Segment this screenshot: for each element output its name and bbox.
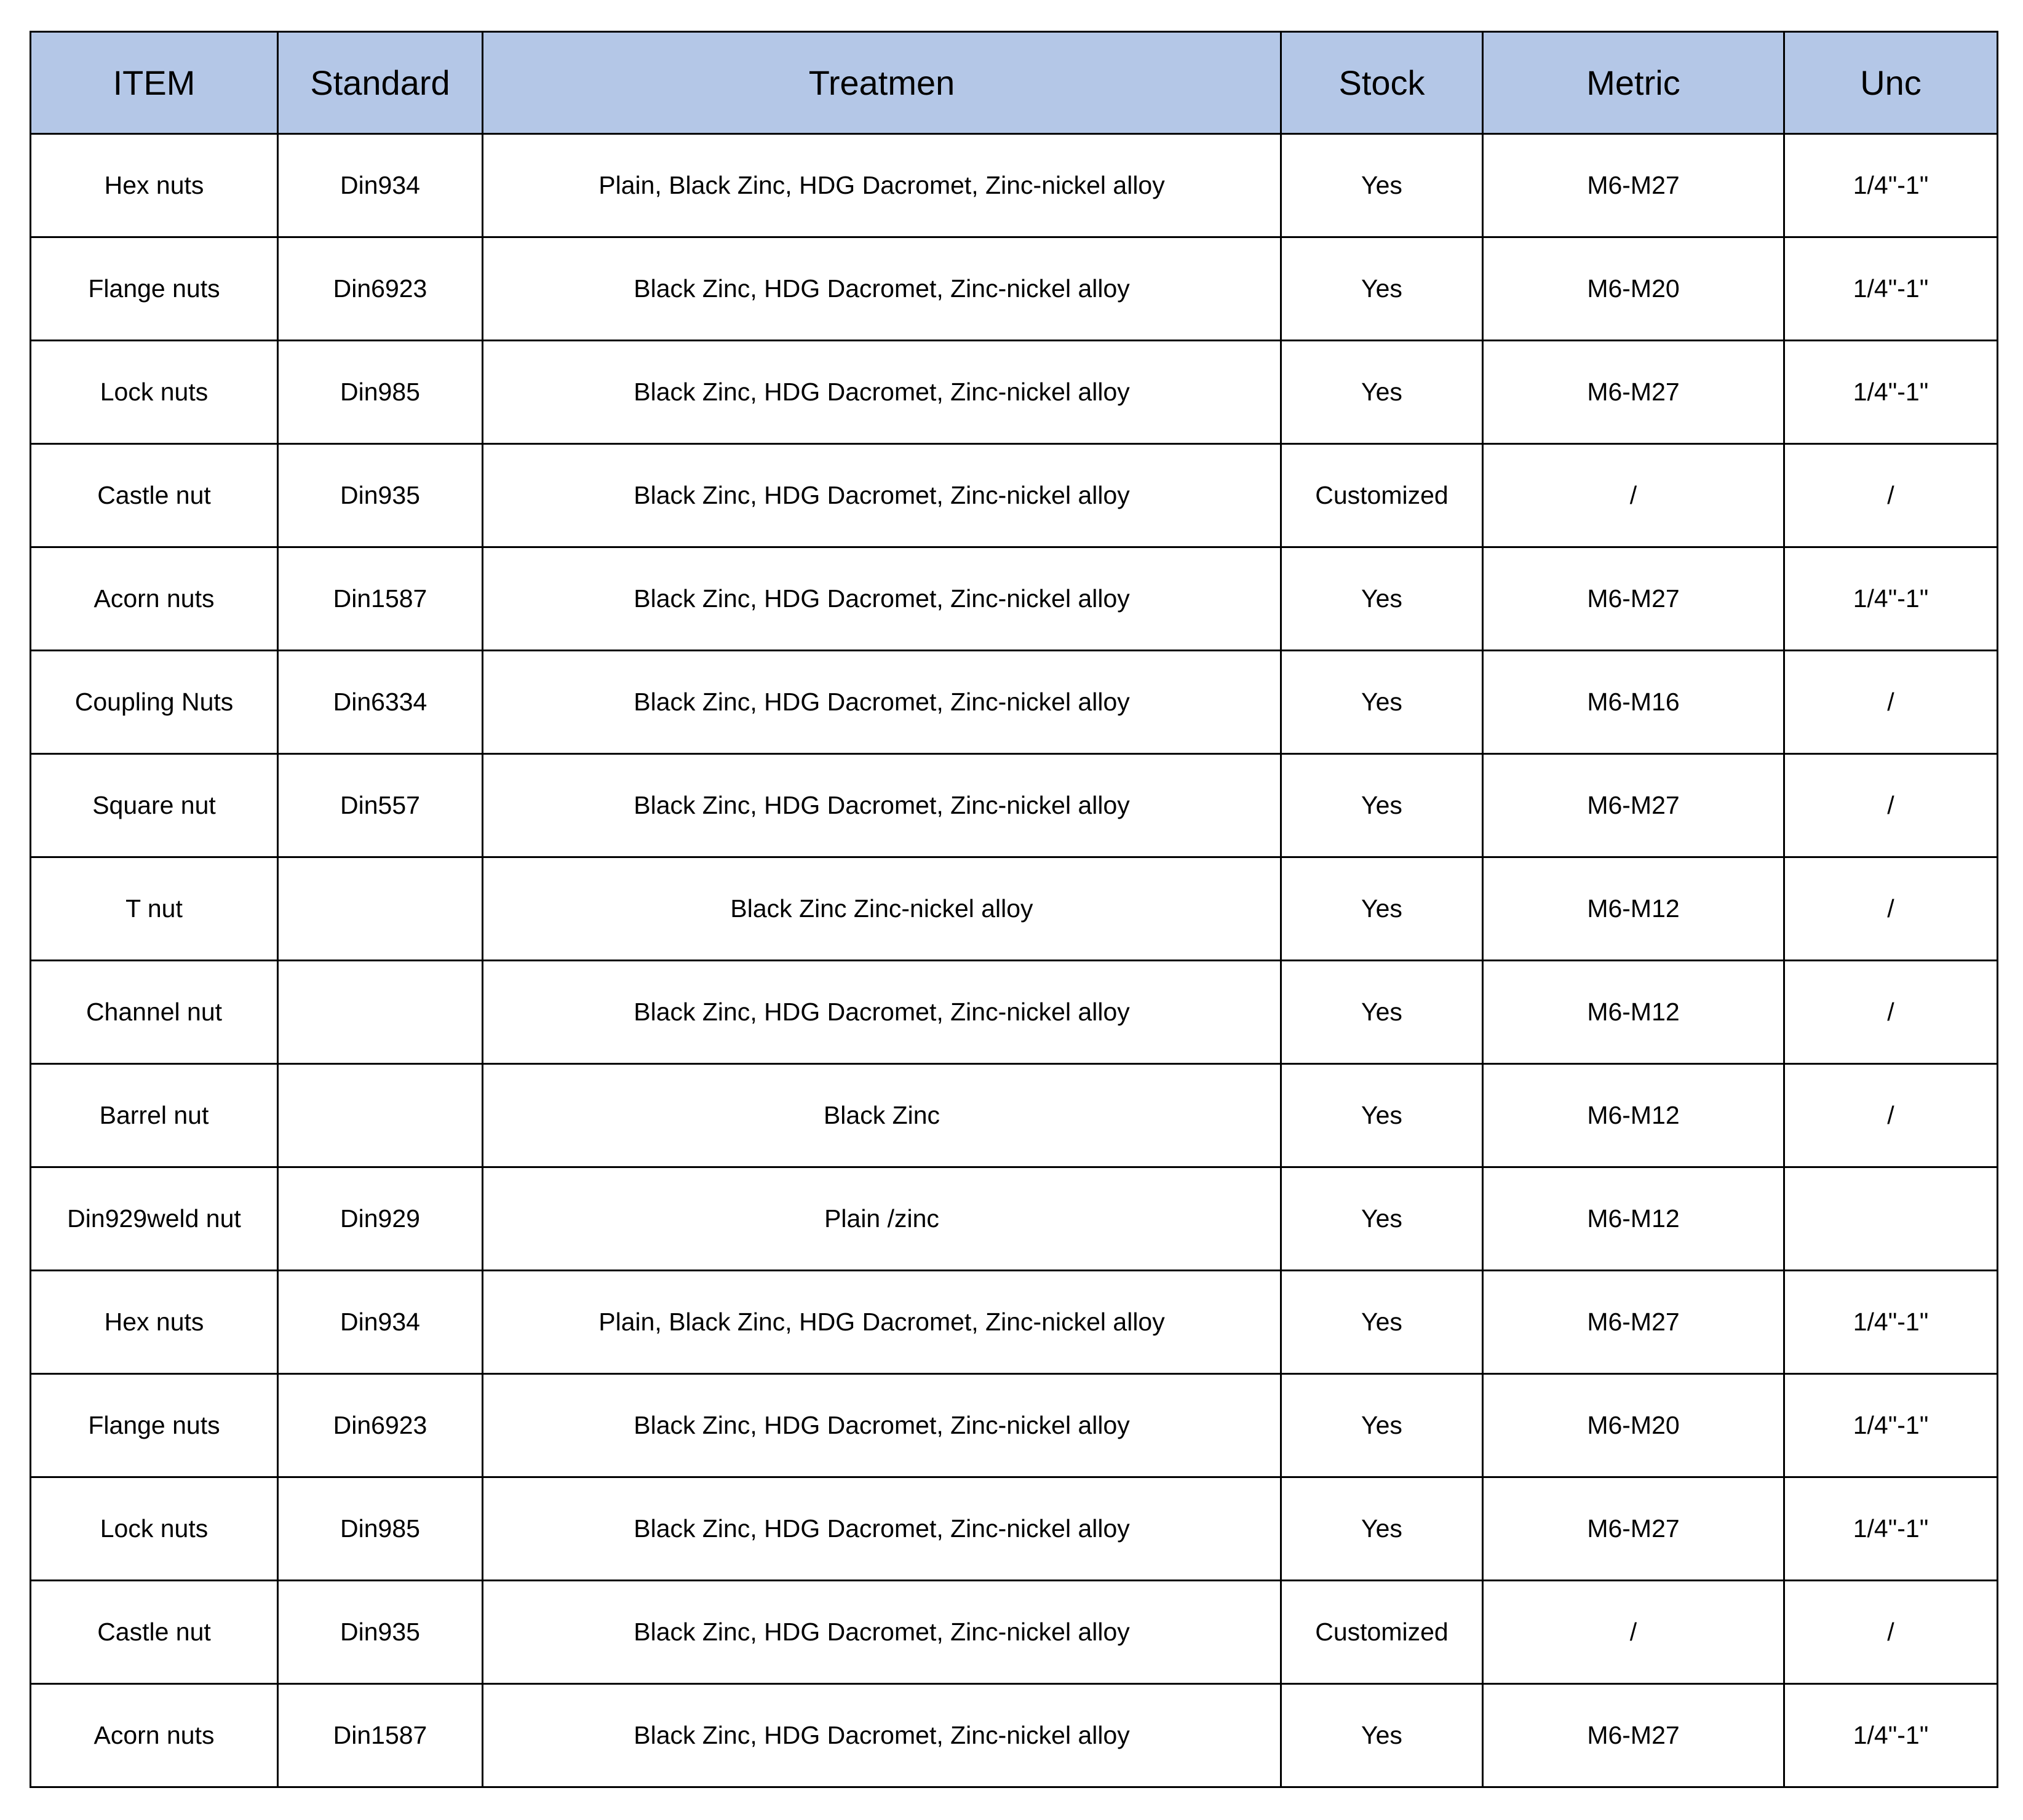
cell-treatment: Plain, Black Zinc, HDG Dacromet, Zinc-nickel alloy (483, 1271, 1281, 1374)
cell-stock: Yes (1281, 237, 1483, 341)
column-header-metric: Metric (1483, 32, 1784, 134)
cell-metric: M6-M12 (1483, 1167, 1784, 1271)
cell-stock: Yes (1281, 1271, 1483, 1374)
cell-stock: Yes (1281, 1167, 1483, 1271)
cell-standard (278, 961, 483, 1064)
cell-item: Coupling Nuts (31, 651, 278, 754)
cell-item: Hex nuts (31, 134, 278, 237)
table-row (31, 961, 1998, 1064)
cell-unc: 1/4"-1" (1784, 237, 1998, 341)
cell-unc: 1/4"-1" (1784, 1684, 1998, 1787)
cell-metric: M6-M12 (1483, 857, 1784, 961)
cell-item: Castle nut (31, 1581, 278, 1684)
cell-stock: Yes (1281, 857, 1483, 961)
column-header-standard: Standard (278, 32, 483, 134)
cell-treatment: Black Zinc, HDG Dacromet, Zinc-nickel alloy (483, 341, 1281, 444)
column-header-stock: Stock (1281, 32, 1483, 134)
cell-standard: Din557 (278, 754, 483, 857)
cell-item: Lock nuts (31, 341, 278, 444)
column-header-treatment: Treatmen (483, 32, 1281, 134)
cell-metric: / (1483, 1581, 1784, 1684)
table-row (31, 341, 1998, 444)
cell-item: Square nut (31, 754, 278, 857)
cell-treatment: Black Zinc (483, 1064, 1281, 1167)
nuts-spec-table (30, 31, 1998, 1788)
table-body (31, 134, 1998, 1787)
cell-item: Din929weld nut (31, 1167, 278, 1271)
cell-unc: / (1784, 1064, 1998, 1167)
cell-metric: M6-M27 (1483, 1684, 1784, 1787)
cell-item: Acorn nuts (31, 1684, 278, 1787)
cell-metric: M6-M27 (1483, 547, 1784, 651)
cell-standard: Din6923 (278, 1374, 483, 1477)
cell-stock: Yes (1281, 1374, 1483, 1477)
cell-unc: 1/4"-1" (1784, 1271, 1998, 1374)
cell-metric: M6-M20 (1483, 1374, 1784, 1477)
cell-standard: Din935 (278, 444, 483, 547)
cell-metric: M6-M20 (1483, 237, 1784, 341)
cell-unc: / (1784, 857, 1998, 961)
table-row (31, 547, 1998, 651)
cell-unc: / (1784, 444, 1998, 547)
cell-stock: Yes (1281, 547, 1483, 651)
cell-treatment: Plain, Black Zinc, HDG Dacromet, Zinc-nickel alloy (483, 134, 1281, 237)
cell-treatment: Black Zinc, HDG Dacromet, Zinc-nickel alloy (483, 1374, 1281, 1477)
cell-metric: M6-M27 (1483, 1477, 1784, 1581)
cell-treatment: Plain /zinc (483, 1167, 1281, 1271)
cell-standard: Din929 (278, 1167, 483, 1271)
cell-metric: M6-M12 (1483, 1064, 1784, 1167)
table-row (31, 651, 1998, 754)
cell-metric: M6-M27 (1483, 754, 1784, 857)
table-row (31, 1064, 1998, 1167)
cell-item: Flange nuts (31, 237, 278, 341)
cell-stock: Yes (1281, 754, 1483, 857)
table-row (31, 1477, 1998, 1581)
cell-treatment: Black Zinc, HDG Dacromet, Zinc-nickel alloy (483, 754, 1281, 857)
cell-standard: Din6334 (278, 651, 483, 754)
cell-stock: Yes (1281, 1477, 1483, 1581)
cell-metric: M6-M27 (1483, 134, 1784, 237)
cell-item: Castle nut (31, 444, 278, 547)
cell-item: Acorn nuts (31, 547, 278, 651)
cell-stock: Yes (1281, 1684, 1483, 1787)
cell-item: Hex nuts (31, 1271, 278, 1374)
cell-treatment: Black Zinc, HDG Dacromet, Zinc-nickel alloy (483, 547, 1281, 651)
cell-unc: / (1784, 754, 1998, 857)
cell-item: Lock nuts (31, 1477, 278, 1581)
cell-stock: Yes (1281, 134, 1483, 237)
cell-stock: Yes (1281, 961, 1483, 1064)
cell-unc: / (1784, 961, 1998, 1064)
cell-standard: Din1587 (278, 547, 483, 651)
cell-item: Barrel nut (31, 1064, 278, 1167)
cell-stock: Customized (1281, 444, 1483, 547)
cell-metric: M6-M27 (1483, 1271, 1784, 1374)
cell-stock: Yes (1281, 1064, 1483, 1167)
table-row (31, 1684, 1998, 1787)
cell-unc: 1/4"-1" (1784, 1477, 1998, 1581)
header-row (31, 32, 1998, 134)
cell-item: T nut (31, 857, 278, 961)
cell-metric: / (1483, 444, 1784, 547)
cell-standard (278, 1064, 483, 1167)
table-row (31, 1271, 1998, 1374)
table-row (31, 444, 1998, 547)
cell-treatment: Black Zinc Zinc-nickel alloy (483, 857, 1281, 961)
cell-treatment: Black Zinc, HDG Dacromet, Zinc-nickel alloy (483, 444, 1281, 547)
cell-stock: Yes (1281, 651, 1483, 754)
cell-standard: Din934 (278, 1271, 483, 1374)
cell-treatment: Black Zinc, HDG Dacromet, Zinc-nickel alloy (483, 1684, 1281, 1787)
cell-treatment: Black Zinc, HDG Dacromet, Zinc-nickel alloy (483, 1477, 1281, 1581)
table-row (31, 1581, 1998, 1684)
cell-stock: Customized (1281, 1581, 1483, 1684)
cell-standard: Din935 (278, 1581, 483, 1684)
cell-standard: Din985 (278, 1477, 483, 1581)
table-row (31, 237, 1998, 341)
table-row (31, 134, 1998, 237)
cell-unc: 1/4"-1" (1784, 341, 1998, 444)
cell-unc: 1/4"-1" (1784, 134, 1998, 237)
cell-unc: 1/4"-1" (1784, 547, 1998, 651)
cell-standard: Din1587 (278, 1684, 483, 1787)
cell-unc: / (1784, 1581, 1998, 1684)
column-header-unc: Unc (1784, 32, 1998, 134)
cell-unc: 1/4"-1" (1784, 1374, 1998, 1477)
cell-unc: / (1784, 651, 1998, 754)
cell-standard: Din6923 (278, 237, 483, 341)
cell-item: Channel nut (31, 961, 278, 1064)
cell-metric: M6-M16 (1483, 651, 1784, 754)
cell-treatment: Black Zinc, HDG Dacromet, Zinc-nickel alloy (483, 237, 1281, 341)
cell-metric: M6-M12 (1483, 961, 1784, 1064)
cell-standard: Din934 (278, 134, 483, 237)
cell-item: Flange nuts (31, 1374, 278, 1477)
cell-treatment: Black Zinc, HDG Dacromet, Zinc-nickel alloy (483, 651, 1281, 754)
cell-standard (278, 857, 483, 961)
cell-metric: M6-M27 (1483, 341, 1784, 444)
cell-treatment: Black Zinc, HDG Dacromet, Zinc-nickel alloy (483, 1581, 1281, 1684)
table-row (31, 1374, 1998, 1477)
cell-standard: Din985 (278, 341, 483, 444)
table-row (31, 1167, 1998, 1271)
nuts-spec-table-container (30, 31, 1997, 1788)
cell-unc (1784, 1167, 1998, 1271)
table-row (31, 857, 1998, 961)
cell-stock: Yes (1281, 341, 1483, 444)
table-row (31, 754, 1998, 857)
cell-treatment: Black Zinc, HDG Dacromet, Zinc-nickel alloy (483, 961, 1281, 1064)
column-header-item: ITEM (31, 32, 278, 134)
